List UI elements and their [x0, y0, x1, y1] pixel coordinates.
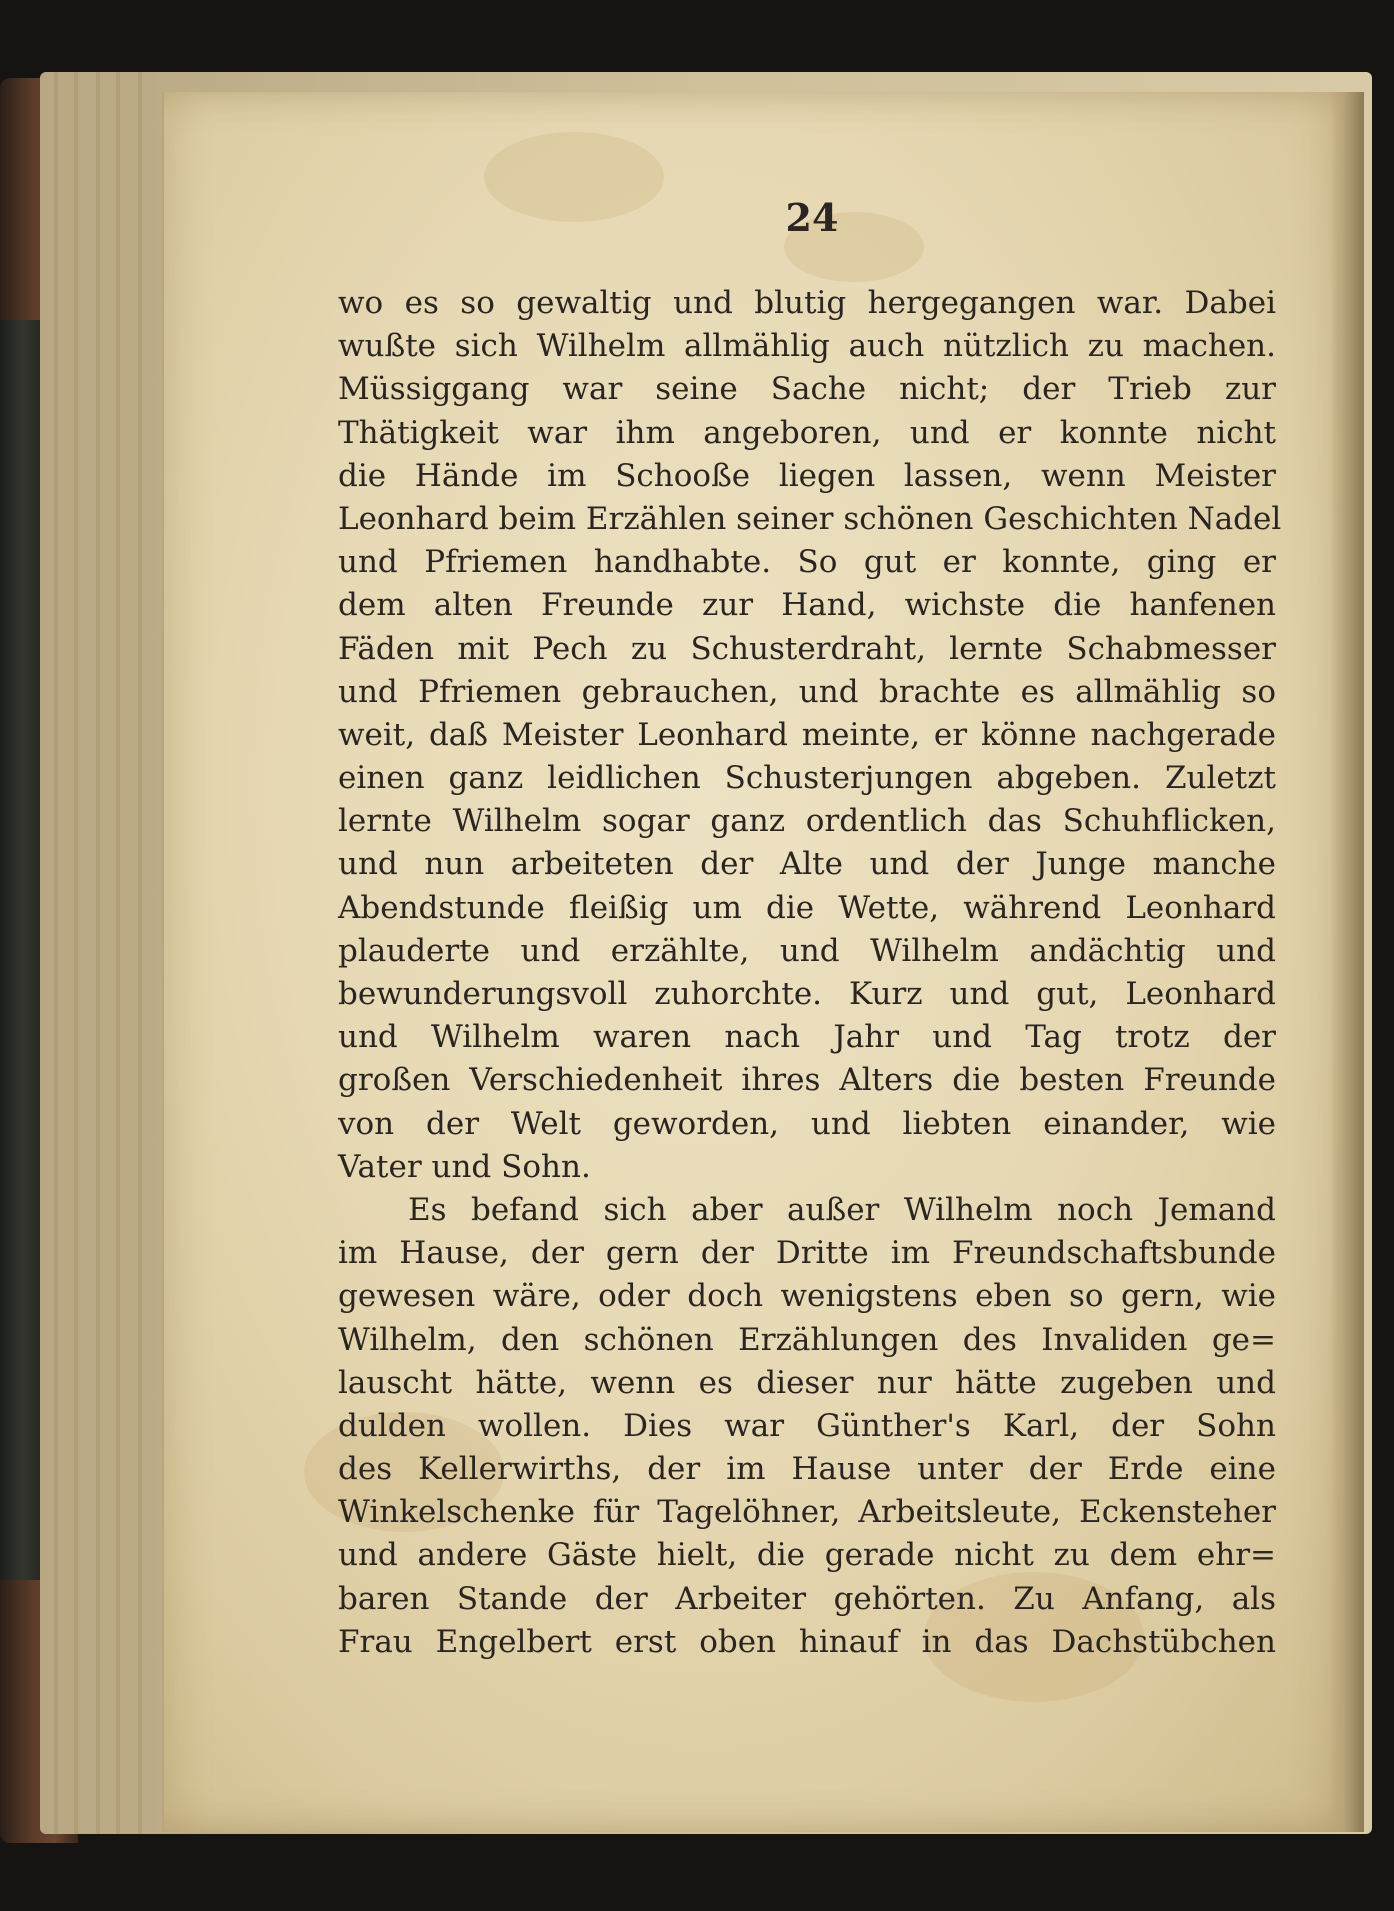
- text-line: großen Verschiedenheit ihres Alters die besten Freunde: [338, 1062, 1276, 1099]
- text-line: baren Stande der Arbeiter gehörten. Zu Anfang, als: [338, 1580, 1276, 1617]
- text-line: Vater und Sohn.: [338, 1148, 591, 1185]
- text-line: Abendstunde fleißig um die Wette, während Leonhard: [338, 889, 1276, 926]
- page-edge-line: [96, 72, 100, 1834]
- text-line: des Kellerwirths, der im Hause unter der Erde eine: [338, 1451, 1276, 1488]
- text-line: und nun arbeiteten der Alte und der Junge manche: [338, 846, 1276, 883]
- text-line: plauderte und erzählte, und Wilhelm andächtig und: [338, 932, 1276, 969]
- text-line: wo es so gewaltig und blutig hergegangen war. Dabei: [338, 285, 1276, 321]
- text-line: im Hause, der gern der Dritte im Freundschaftsbunde: [338, 1235, 1276, 1272]
- page-number: 24: [785, 195, 839, 240]
- text-line: bewunderungsvoll zuhorchte. Kurz und gut, Leonhard: [338, 976, 1276, 1012]
- text-line: lernte Wilhelm sogar ganz ordentlich das Schuhflicken,: [338, 803, 1276, 840]
- text-line: Müssiggang war seine Sache nicht; der Trieb zur: [338, 371, 1276, 408]
- paper-stain: [484, 132, 664, 222]
- text-line: und Wilhelm waren nach Jahr und Tag trotz der: [338, 1019, 1276, 1056]
- text-line: Leonhard beim Erzählen seiner schönen Geschichten Nadel: [338, 500, 1282, 537]
- text-line: und Pfriemen gebrauchen, und brachte es allmählig so: [338, 673, 1276, 710]
- page-edge-line: [74, 72, 78, 1834]
- page-gutter-shadow: [1330, 92, 1364, 1832]
- text-line: Frau Engelbert erst oben hinauf in das Dachstübchen: [338, 1623, 1276, 1660]
- text-line: Winkelschenke für Tagelöhner, Arbeitsleute, Eckensteher: [338, 1494, 1276, 1531]
- text-line: und Pfriemen handhabte. So gut er konnte, ging er: [338, 544, 1276, 581]
- page-edge-line: [116, 72, 120, 1834]
- text-line: dem alten Freunde zur Hand, wichste die hanfenen: [338, 587, 1276, 624]
- text-line: wußte sich Wilhelm allmählig auch nützlich zu machen.: [338, 328, 1276, 365]
- text-line: Wilhelm, den schönen Erzählungen des Invaliden ge=: [338, 1321, 1276, 1358]
- text-line: gewesen wäre, oder doch wenigstens eben so gern, wie: [338, 1278, 1276, 1315]
- text-line: lauscht hätte, wenn es dieser nur hätte zugeben und: [338, 1364, 1276, 1401]
- body-text: [338, 282, 1282, 1664]
- text-line: weit, daß Meister Leonhard meinte, er könne nachgerade: [338, 716, 1276, 753]
- text-line: die Hände im Schooße liegen lassen, wenn Meister: [338, 457, 1276, 494]
- text-line: einen ganz leidlichen Schusterjungen abgeben. Zuletzt: [338, 760, 1276, 797]
- text-line: und andere Gäste hielt, die gerade nicht zu dem ehr=: [338, 1537, 1276, 1574]
- text-line: von der Welt geworden, und liebten einander, wie: [338, 1105, 1276, 1142]
- page-edge-line: [138, 72, 142, 1834]
- text-line: Es befand sich aber außer Wilhelm noch Jemand: [408, 1191, 1276, 1228]
- text-line: Thätigkeit war ihm angeboren, und er konnte nicht: [338, 414, 1276, 451]
- text-line: dulden wollen. Dies war Günther's Karl, der Sohn: [338, 1407, 1276, 1444]
- page-edge-line: [54, 72, 58, 1834]
- text-line: Fäden mit Pech zu Schusterdraht, lernte Schabmesser: [338, 630, 1276, 667]
